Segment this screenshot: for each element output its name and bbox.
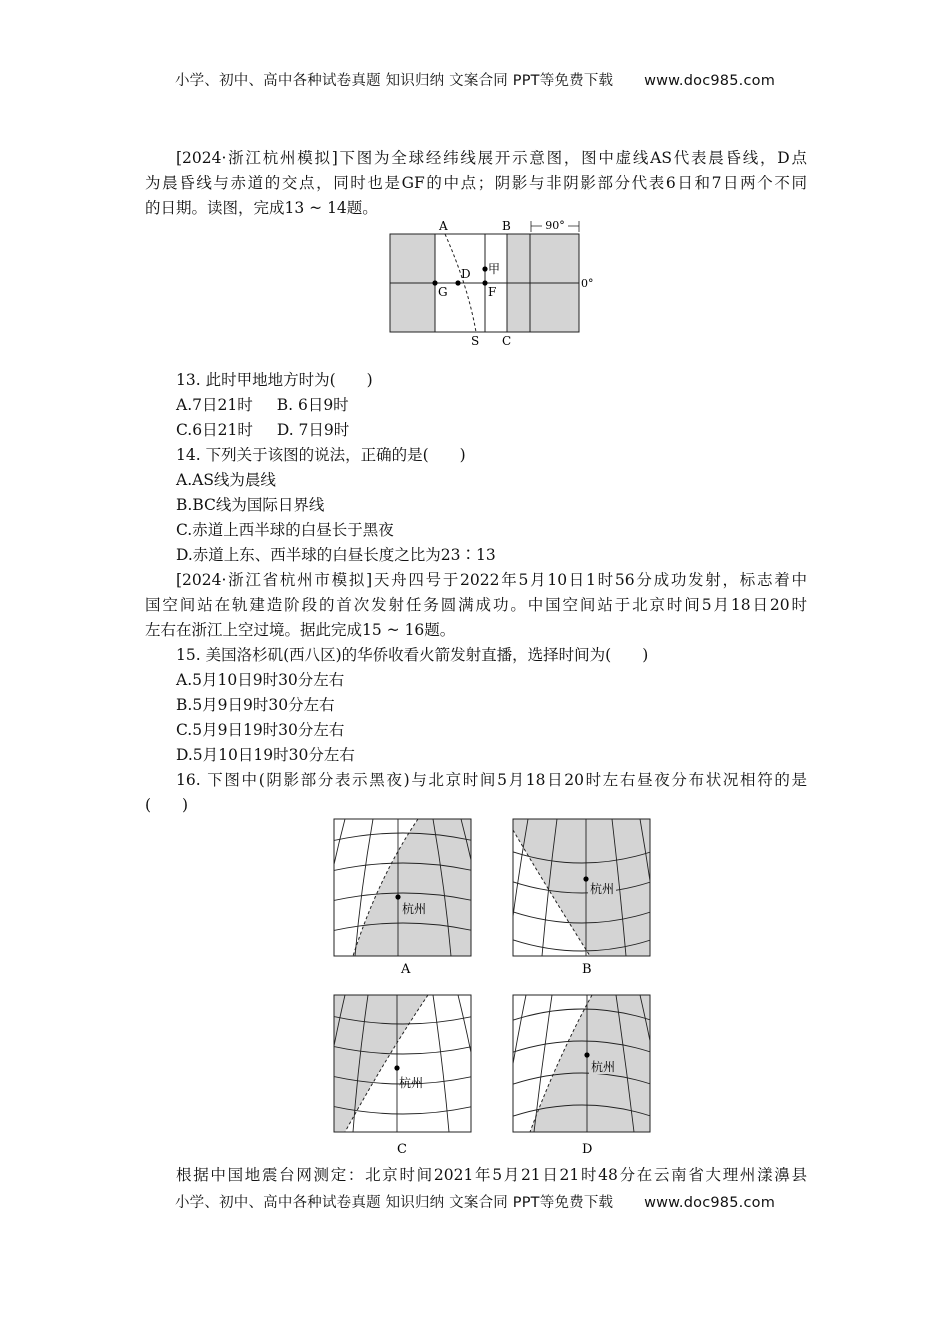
label-0deg: 0° (581, 277, 594, 290)
q15-option-a[interactable]: A.5月10日9时30分左右 (176, 671, 345, 689)
map-c-label: C (397, 1142, 407, 1154)
map-a-label: A (401, 962, 411, 977)
q13-stem: 13. 此时甲地地方时为( ) (176, 371, 373, 389)
label-b: B (502, 219, 511, 233)
q15-stem: 15. 美国洛杉矶(西八区)的华侨收看火箭发射直播，选择时间为( ) (176, 646, 649, 664)
label-90deg: 90° (545, 219, 565, 232)
map-c-city-label: 杭州 (399, 1076, 424, 1090)
label-d: D (461, 267, 471, 281)
map-d-city-dot (584, 1052, 589, 1057)
q15-option-b[interactable]: B.5月9日9时30分左右 (176, 696, 335, 714)
label-a: A (439, 219, 448, 233)
footer-site: www.doc985.com (644, 1195, 776, 1211)
q13-option-b[interactable]: B. 6日9时 (276, 396, 349, 414)
map-d[interactable] (512, 994, 652, 1154)
map-b[interactable] (512, 818, 652, 978)
intro1-line3: 的日期。读图，完成13 ~ 14题。 (145, 199, 378, 217)
map-c-city-dot (394, 1065, 399, 1070)
map-b-label: B (582, 962, 592, 977)
header-text: 小学、初中、高中各种试卷真题 知识归纳 文案合同 PPT等免费下载 (174, 73, 614, 89)
header-site: www.doc985.com (644, 73, 776, 89)
intro-paragraph-1 (145, 146, 807, 221)
map-d-label: D (582, 1142, 593, 1154)
map-a-city-dot (395, 894, 400, 899)
map-d-city-label: 杭州 (591, 1060, 616, 1074)
label-f: F (488, 285, 497, 299)
graticule-figure (380, 216, 610, 352)
q16-stem-line1: 16. 下图中(阴影部分表示黑夜)与北京时间5月18日20时左右昼夜分布状况相符的是 (176, 771, 807, 789)
intro2-line2: 国空间站在轨建造阶段的首次发射任务圆满成功。中国空间站于北京时间5月18日20时 (145, 596, 807, 614)
label-c: C (502, 334, 512, 348)
point-f (482, 280, 487, 285)
footer-text: 小学、初中、高中各种试卷真题 知识归纳 文案合同 PPT等免费下载 (174, 1195, 614, 1211)
map-b-city-dot (583, 876, 588, 881)
questions-block (145, 368, 807, 818)
q13-option-c[interactable]: C.6日21时 (176, 421, 253, 439)
point-d (455, 280, 460, 285)
map-b-city-label: 杭州 (590, 882, 615, 896)
point-g (432, 280, 437, 285)
intro1-line1: [2024·浙江杭州模拟]下图为全球经纬线展开示意图，图中虚线AS代表晨昏线，D点 (176, 149, 807, 167)
label-jia: 甲 (488, 262, 501, 276)
map-a[interactable] (333, 818, 473, 978)
q14-option-b[interactable]: B.BC线为国际日界线 (176, 496, 325, 514)
q14-option-a[interactable]: A.AS线为晨线 (176, 471, 276, 489)
q13-option-d[interactable]: D. 7日9时 (276, 421, 350, 439)
q13-options-ab (145, 393, 807, 418)
label-s: S (471, 334, 480, 348)
q15-option-d[interactable]: D.5月10日19时30分左右 (176, 746, 355, 764)
intro2-line3: 左右在浙江上空过境。据此完成15 ~ 16题。 (145, 621, 456, 639)
page-footer (0, 1191, 950, 1212)
label-g: G (438, 285, 448, 299)
closing-paragraph (145, 1163, 807, 1188)
q13-options-cd (145, 418, 807, 443)
q15-option-c[interactable]: C.5月9日19时30分左右 (176, 721, 345, 739)
map-c[interactable] (333, 994, 473, 1154)
intro1-line2: 为晨昏线与赤道的交点，同时也是GF的中点；阴影与非阴影部分代表6日和7日两个不同 (145, 174, 807, 192)
intro2-line1: [2024·浙江省杭州市模拟]天舟四号于2022年5月10日1时56分成功发射，标志着中 (176, 571, 807, 589)
q13-option-a[interactable]: A.7日21时 (176, 396, 253, 414)
q14-option-c[interactable]: C.赤道上西半球的白昼长于黑夜 (176, 521, 394, 539)
map-a-city-label: 杭州 (402, 902, 427, 916)
q14-option-d[interactable]: D.赤道上东、西半球的白昼长度之比为23∶13 (176, 546, 496, 564)
closing-line1: 根据中国地震台网测定：北京时间2021年5月21日21时48分在云南省大理州漾濞县 (176, 1166, 807, 1184)
q14-stem: 14. 下列关于该图的说法，正确的是( ) (176, 446, 466, 464)
point-jia (482, 266, 487, 271)
q16-stem-line2: ( ) (145, 796, 189, 814)
page-header (0, 69, 950, 90)
